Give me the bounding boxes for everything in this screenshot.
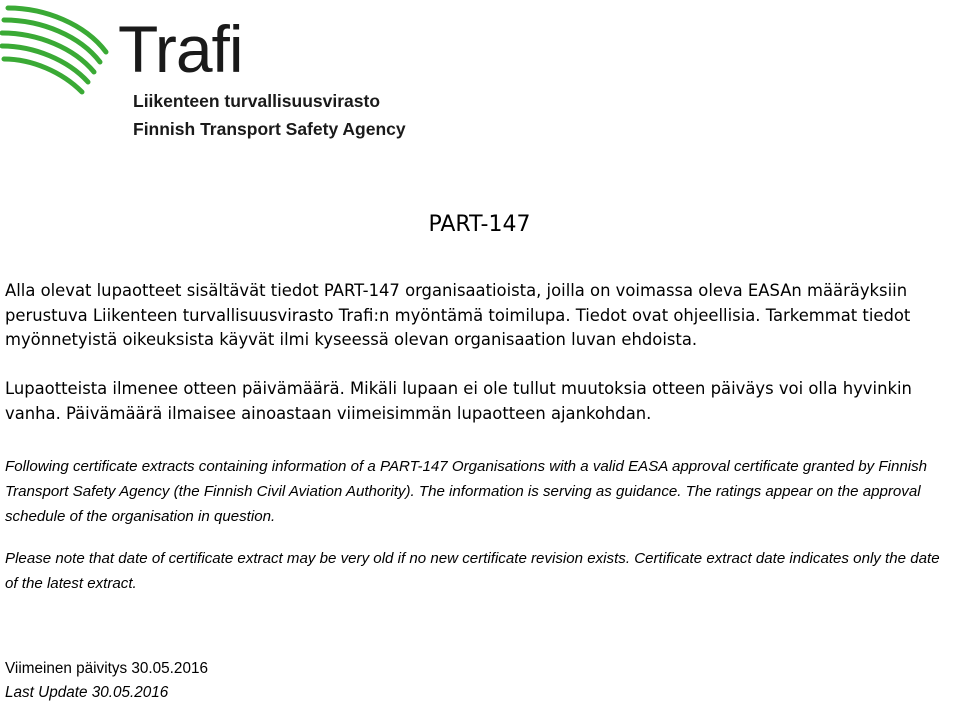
paragraph-en-1: Following certificate extracts containing information of a PART-147 Organisations with a valid EASA approval certificate granted by Finnish Transport Safety Agency (the Finnish Civil Aviation Authority). The information is serving as guidance. The ratings appear on the approval schedule of the organisation in question.: [5, 458, 928, 525]
trafi-logo: [0, 0, 420, 150]
last-update-fi: Viimeinen päivitys 30.05.2016: [5, 660, 208, 677]
page-title: PART-147: [428, 212, 531, 237]
logo-wordmark: Trafi: [118, 12, 243, 86]
logo-subtitle-fi: Liikenteen turvallisuusvirasto: [133, 91, 381, 111]
trafi-swoosh-icon: [0, 0, 130, 100]
paragraph-fi-2: Lupaotteista ilmenee otteen päivämäärä. Mikäli lupaan ei ole tullut muutoksia otteen päiväys voi olla hyvinkin vanha. Päivämäärä ilmaisee ainoastaan viimeisimmän lupaotteen ajankohdan.: [5, 379, 912, 423]
paragraph-en-2: Please note that date of certificate extract may be very old if no new certificate revision exists. Certificate extract date indicates only the date of the latest extract.: [5, 550, 940, 592]
logo-subtitle-en: Finnish Transport Safety Agency: [133, 119, 406, 139]
last-update-en: Last Update 30.05.2016: [5, 684, 169, 701]
paragraph-fi-1: Alla olevat lupaotteet sisältävät tiedot PART-147 organisaatioista, joilla on voimassa oleva EASAn määräyksiin perustuva Liikenteen turvallisuusvirasto Trafi:n myöntämä toimilupa. Tiedot ovat ohjeellisia. Tarkemmat tiedot myönnetyistä oikeuksista käyvät ilmi kyseessä olevan organisaation luvan ehdoista.: [5, 281, 911, 349]
